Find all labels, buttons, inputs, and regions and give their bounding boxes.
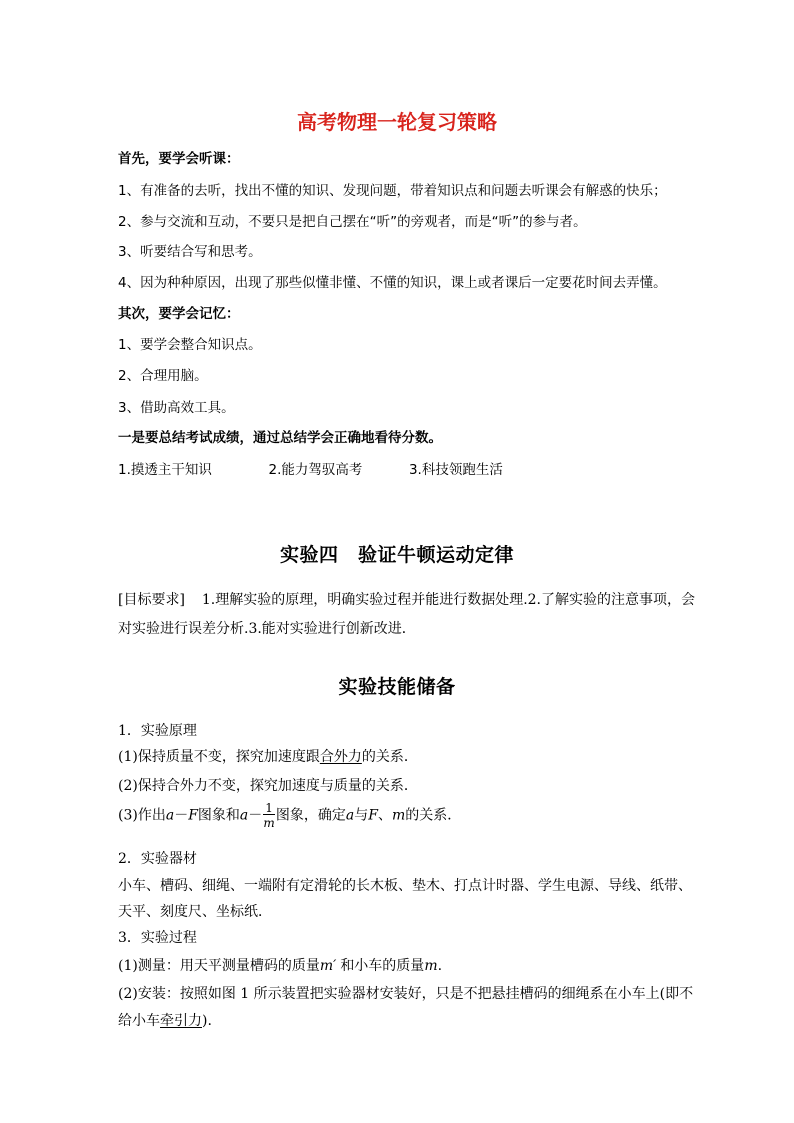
text-span: (1)保持质量不变，探究加速度跟 xyxy=(118,749,320,765)
text-span: － xyxy=(174,807,189,824)
text-span: 的关系． xyxy=(405,807,462,824)
goal-text-1: 1.理解实验的原理，明确实验过程并能进行数据处理.2.了解实验的注意事项，会 xyxy=(201,592,696,608)
var-F: F xyxy=(188,807,198,824)
tag-item: 1.摸透主干知识 xyxy=(118,462,212,478)
equipment-line-2: 天平、刻度尺、坐标纸． xyxy=(118,904,272,920)
equipment-line-1: 小车、槽码、细绳、一端附有定滑轮的长木板、垫木、打点计时器、学生电源、导线、纸带、 xyxy=(118,878,692,894)
text-span: 、 xyxy=(378,807,392,824)
equipment-heading: 2．实验器材 xyxy=(118,851,197,867)
text-span: 与 xyxy=(354,807,369,824)
text-span: 和小车的质量 xyxy=(340,958,425,974)
principle-line-1 xyxy=(118,746,418,766)
process-heading: 3．实验过程 xyxy=(118,930,197,946)
section-heading-listen: 首先，要学会听课： xyxy=(118,151,240,167)
var-a: a xyxy=(345,807,355,824)
goal-line-1 xyxy=(118,589,695,609)
goal-label: [目标要求] xyxy=(118,592,185,608)
list-item: 3、听要结合写和思考。 xyxy=(118,244,262,260)
text-span: ). xyxy=(202,1013,212,1029)
principle-heading: 1．实验原理 xyxy=(118,723,197,739)
var-m: m xyxy=(392,807,406,824)
text-span: － xyxy=(248,807,263,824)
process-line-1 xyxy=(118,955,442,975)
text-span: 的关系． xyxy=(361,749,418,765)
var-F: F xyxy=(368,807,378,824)
tag-item: 3.科技领跑生活 xyxy=(408,462,503,478)
var-a: a xyxy=(239,807,249,824)
var-a: a xyxy=(165,807,175,824)
principle-line-3 xyxy=(118,802,461,829)
process-line-2: (2)安装：按照如图 1 所示装置把实验器材安装好，只是不把悬挂槽码的细绳系在小车上(即不 xyxy=(118,986,694,1002)
experiment-title: 实验四 验证牛顿运动定律 xyxy=(279,544,514,566)
process-line-3 xyxy=(118,1010,212,1030)
principle-line-2: (2)保持合外力不变，探究加速度与质量的关系． xyxy=(118,778,418,794)
text-span: (3)作出 xyxy=(118,807,166,824)
var-m: m xyxy=(424,958,438,974)
section-heading-summary: 一是要总结考试成绩，通过总结学会正确地看待分数。 xyxy=(118,430,442,446)
text-span: 图象和 xyxy=(197,807,240,824)
fraction-denominator: m xyxy=(263,816,275,830)
fraction-numerator: 1 xyxy=(265,801,273,815)
list-item: 2、合理用脑。 xyxy=(118,368,208,384)
fraction-one-over-m xyxy=(263,802,275,829)
text-span: . xyxy=(437,958,443,974)
text-span: 图象，确定 xyxy=(275,807,346,824)
goal-line-2: 对实验进行误差分析.3.能对实验进行创新改进． xyxy=(118,621,416,637)
page-title: 高考物理一轮复习策略 xyxy=(297,110,497,134)
skills-title: 实验技能储备 xyxy=(338,676,456,698)
list-item: 1、要学会整合知识点。 xyxy=(118,337,262,353)
list-item: 4、因为种种原因，出现了那些似懂非懂、不懂的知识，课上或者课后一定要花时间去弄懂。 xyxy=(118,275,667,291)
tag-item: 2.能力驾驭高考 xyxy=(268,462,363,478)
text-span: 给小车 xyxy=(118,1013,160,1029)
list-item: 2、参与交流和互动，不要只是把自己摆在“听”的旁观者，而是“听”的参与者。 xyxy=(118,214,587,230)
tag-line xyxy=(118,458,503,478)
underlined-term: 合外力 xyxy=(319,749,362,765)
list-item: 3、借助高效工具。 xyxy=(118,400,235,416)
var-m-prime: m′ xyxy=(319,958,337,974)
section-heading-memory: 其次，要学会记忆： xyxy=(118,306,240,322)
text-span: (1)测量：用天平测量槽码的质量 xyxy=(118,958,320,974)
underlined-term: 牵引力 xyxy=(160,1013,202,1029)
list-item: 1、有准备的去听，找出不懂的知识、发现问题，带着知识点和问题去听课会有解惑的快乐； xyxy=(118,183,667,199)
